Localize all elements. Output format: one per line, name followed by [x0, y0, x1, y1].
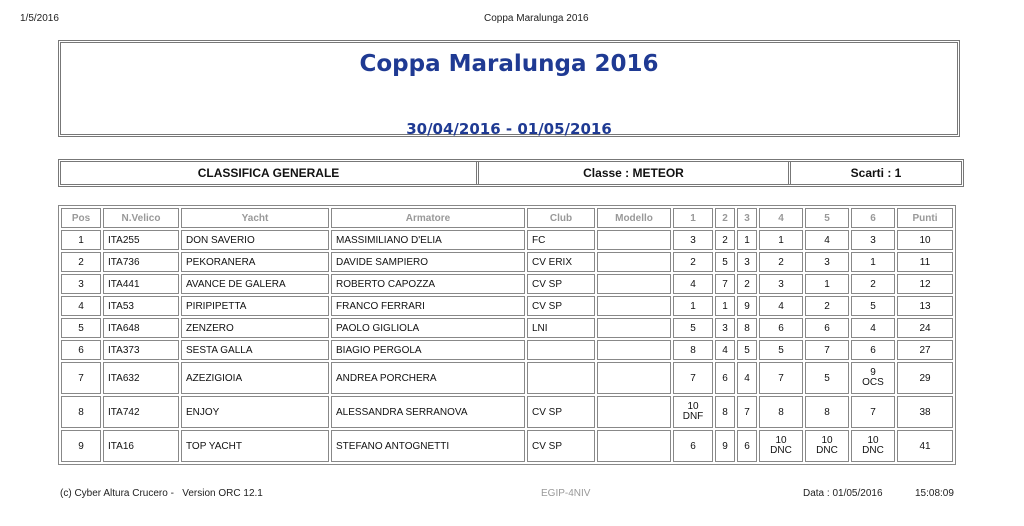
column-header: Armatore	[331, 208, 525, 228]
table-cell: ITA53	[103, 296, 179, 316]
classification-type: CLASSIFICA GENERALE	[61, 162, 479, 184]
table-cell: 2	[673, 252, 713, 272]
table-cell: PEKORANERA	[181, 252, 329, 272]
event-title: Coppa Maralunga 2016	[359, 51, 659, 77]
table-cell: 5	[715, 252, 735, 272]
cell-text: 9	[870, 367, 876, 378]
table-cell: 3	[673, 230, 713, 250]
table-row	[61, 396, 953, 428]
column-header: 2	[715, 208, 735, 228]
table-cell: 2	[851, 274, 895, 294]
table-cell: 1	[61, 230, 101, 250]
event-title-box	[58, 40, 960, 137]
table-cell: 2	[715, 230, 735, 250]
table-cell: 2	[737, 274, 757, 294]
table-cell: 6	[759, 318, 803, 338]
table-cell: ANDREA PORCHERA	[331, 362, 525, 394]
table-cell: 3	[759, 274, 803, 294]
table-cell: 4	[805, 230, 849, 250]
table-cell	[805, 430, 849, 462]
table-cell: 6	[805, 318, 849, 338]
table-cell: 7	[759, 362, 803, 394]
footer-date: Data : 01/05/2016	[803, 488, 883, 499]
table-cell: LNI	[527, 318, 595, 338]
table-cell: AZEZIGIOIA	[181, 362, 329, 394]
cell-text: DNC	[770, 445, 792, 456]
cell-text: 10	[867, 435, 879, 446]
table-cell: 38	[897, 396, 953, 428]
table-cell: STEFANO ANTOGNETTI	[331, 430, 525, 462]
table-cell	[527, 362, 595, 394]
table-cell: 41	[897, 430, 953, 462]
table-cell: 8	[61, 396, 101, 428]
print-title: Coppa Maralunga 2016	[484, 13, 589, 24]
table-cell: DON SAVERIO	[181, 230, 329, 250]
table-cell: 8	[673, 340, 713, 360]
table-cell: 8	[715, 396, 735, 428]
table-cell: 12	[897, 274, 953, 294]
table-cell	[851, 362, 895, 394]
table-cell: CV SP	[527, 296, 595, 316]
table-cell: 3	[61, 274, 101, 294]
table-cell: TOP YACHT	[181, 430, 329, 462]
table-cell: 2	[805, 296, 849, 316]
table-cell: ITA16	[103, 430, 179, 462]
table-cell: BIAGIO PERGOLA	[331, 340, 525, 360]
table-cell: PAOLO GIGLIOLA	[331, 318, 525, 338]
table-cell: 5	[61, 318, 101, 338]
table-header-row	[61, 208, 953, 228]
cell-text: OCS	[862, 377, 884, 388]
table-cell: ITA441	[103, 274, 179, 294]
table-cell	[597, 296, 671, 316]
table-cell: CV SP	[527, 396, 595, 428]
table-cell: 8	[805, 396, 849, 428]
table-cell: 4	[673, 274, 713, 294]
table-cell: 5	[737, 340, 757, 360]
table-cell: ALESSANDRA SERRANOVA	[331, 396, 525, 428]
table-cell: ITA736	[103, 252, 179, 272]
footer-code: EGIP-4NIV	[541, 488, 591, 499]
table-cell: AVANCE DE GALERA	[181, 274, 329, 294]
table-cell: 6	[737, 430, 757, 462]
table-cell: 11	[897, 252, 953, 272]
table-cell: 8	[759, 396, 803, 428]
table-cell: ITA648	[103, 318, 179, 338]
table-cell: 8	[737, 318, 757, 338]
table-cell: 4	[851, 318, 895, 338]
event-dates: 30/04/2016 - 01/05/2016	[406, 120, 612, 138]
table-cell: 4	[61, 296, 101, 316]
table-cell: CV ERIX	[527, 252, 595, 272]
table-cell: 1	[759, 230, 803, 250]
table-cell: CV SP	[527, 430, 595, 462]
column-header: Club	[527, 208, 595, 228]
table-cell: ITA255	[103, 230, 179, 250]
cell-text: 10	[687, 401, 699, 412]
table-cell: ITA373	[103, 340, 179, 360]
table-cell: 3	[715, 318, 735, 338]
table-cell	[851, 430, 895, 462]
table-cell: 4	[715, 340, 735, 360]
footer-credit: (c) Cyber Altura Crucero - Version ORC 12.1	[60, 488, 263, 499]
table-cell: ITA632	[103, 362, 179, 394]
results-table	[58, 205, 956, 465]
table-cell: 1	[805, 274, 849, 294]
classification-bar	[58, 159, 964, 187]
table-cell: 13	[897, 296, 953, 316]
column-header: 3	[737, 208, 757, 228]
table-row	[61, 252, 953, 272]
table-cell: 5	[673, 318, 713, 338]
table-cell: 5	[759, 340, 803, 360]
table-cell: CV SP	[527, 274, 595, 294]
table-row	[61, 230, 953, 250]
table-cell: 27	[897, 340, 953, 360]
table-cell: 9	[737, 296, 757, 316]
table-cell: 1	[673, 296, 713, 316]
table-cell: FC	[527, 230, 595, 250]
table-cell: 3	[805, 252, 849, 272]
table-cell: FRANCO FERRARI	[331, 296, 525, 316]
column-header: Punti	[897, 208, 953, 228]
table-cell: 7	[805, 340, 849, 360]
table-cell	[597, 274, 671, 294]
table-cell	[597, 318, 671, 338]
table-cell: 1	[715, 296, 735, 316]
table-row	[61, 362, 953, 394]
table-cell: 2	[61, 252, 101, 272]
table-cell	[597, 340, 671, 360]
table-cell: DAVIDE SAMPIERO	[331, 252, 525, 272]
table-cell: 9	[715, 430, 735, 462]
table-cell: 6	[715, 362, 735, 394]
table-cell: 4	[737, 362, 757, 394]
table-cell	[597, 362, 671, 394]
print-date: 1/5/2016	[20, 13, 59, 24]
classification-class: Classe : METEOR	[479, 162, 791, 184]
table-cell: SESTA GALLA	[181, 340, 329, 360]
cell-text: DNC	[816, 445, 838, 456]
table-cell: 3	[737, 252, 757, 272]
table-cell	[597, 252, 671, 272]
table-row	[61, 318, 953, 338]
column-header: Modello	[597, 208, 671, 228]
table-cell: 7	[851, 396, 895, 428]
table-row	[61, 296, 953, 316]
table-row	[61, 274, 953, 294]
column-header: N.Velico	[103, 208, 179, 228]
column-header: 5	[805, 208, 849, 228]
table-cell: 2	[759, 252, 803, 272]
table-cell: 1	[851, 252, 895, 272]
table-cell: 7	[715, 274, 735, 294]
column-header: Yacht	[181, 208, 329, 228]
table-cell: 5	[851, 296, 895, 316]
table-cell: ENJOY	[181, 396, 329, 428]
table-cell: 7	[61, 362, 101, 394]
table-cell: ZENZERO	[181, 318, 329, 338]
cell-text: 10	[775, 435, 787, 446]
cell-text: DNC	[862, 445, 884, 456]
table-cell	[673, 396, 713, 428]
table-cell: 29	[897, 362, 953, 394]
table-cell: 5	[805, 362, 849, 394]
table-cell: ITA742	[103, 396, 179, 428]
column-header: 1	[673, 208, 713, 228]
table-cell	[759, 430, 803, 462]
column-header: 6	[851, 208, 895, 228]
table-cell: 10	[897, 230, 953, 250]
cell-text: DNF	[682, 411, 704, 422]
table-cell	[527, 340, 595, 360]
table-body	[61, 230, 953, 462]
column-header: Pos	[61, 208, 101, 228]
table-cell: 7	[737, 396, 757, 428]
table-cell: MASSIMILIANO D'ELIA	[331, 230, 525, 250]
table-cell: 9	[61, 430, 101, 462]
table-cell: 24	[897, 318, 953, 338]
footer-time: 15:08:09	[915, 488, 954, 499]
table-cell: 1	[737, 230, 757, 250]
table-cell: 7	[673, 362, 713, 394]
table-cell: 6	[673, 430, 713, 462]
table-cell	[597, 430, 671, 462]
table-cell: 4	[759, 296, 803, 316]
table-row	[61, 430, 953, 462]
table-cell: 3	[851, 230, 895, 250]
table-cell	[597, 230, 671, 250]
table-cell: 6	[851, 340, 895, 360]
column-header: 4	[759, 208, 803, 228]
table-cell: PIRIPIPETTA	[181, 296, 329, 316]
table-cell	[597, 396, 671, 428]
table-cell: ROBERTO CAPOZZA	[331, 274, 525, 294]
table-row	[61, 340, 953, 360]
table-cell: 6	[61, 340, 101, 360]
classification-discards: Scarti : 1	[850, 166, 902, 180]
cell-text: 10	[821, 435, 833, 446]
